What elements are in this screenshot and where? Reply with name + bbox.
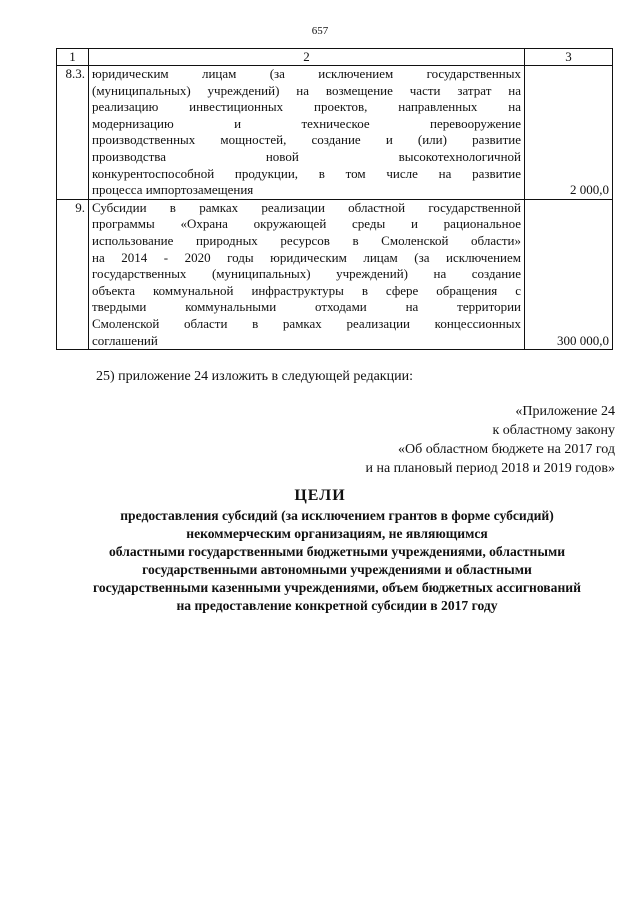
document-title: ЦЕЛИ (294, 487, 346, 504)
row-description-line: государственных (муниципальных) учреждений) на создание (92, 266, 521, 282)
row-description-line: использование природных ресурсов в Смоленской области» (92, 232, 521, 248)
appendix-line: «Об областном бюджете на 2017 год (398, 442, 615, 457)
table-row (57, 199, 613, 349)
appendix-line: и на плановый период 2018 и 2019 годов» (365, 461, 615, 476)
row-description-line: юридическим лицам (за исключением государственных (92, 66, 521, 81)
subtitle-line: государственными автономными учреждениями и областными (142, 562, 532, 577)
amendment-instruction: 25) приложение 24 изложить в следующей редакции: (96, 369, 413, 384)
appendix-header (365, 402, 615, 478)
row-description-line: (муниципальных) учреждений) на возмещение части затрат на (92, 82, 521, 98)
table-row (57, 66, 613, 200)
row-description-line: реализацию инвестиционных проектов, направленных на (92, 99, 521, 115)
row-description-line: модернизацию и техническое перевооружение (92, 115, 521, 131)
document-subtitle (56, 507, 618, 615)
subtitle-line: на предоставление конкретной субсидии в 2017 году (176, 598, 498, 613)
row-amount: 2 000,0 (525, 66, 613, 200)
subtitle-line: некоммерческим организациям, не являющимся (186, 526, 488, 541)
subtitle-line: предоставления субсидий (за исключением грантов в форме субсидий) (120, 508, 554, 523)
row-description-line: соглашений (92, 332, 158, 348)
row-number: 8.3. (57, 66, 89, 200)
row-description-line: Смоленской области в рамках реализации концессионных (92, 315, 521, 331)
row-description (89, 66, 525, 200)
row-amount: 300 000,0 (525, 199, 613, 349)
row-description-line: конкурентоспособной продукции, в том числе на развитие (92, 165, 521, 181)
subtitle-line: государственными казенными учреждениями, объем бюджетных ассигнований (93, 580, 581, 595)
header-col-1: 1 (57, 49, 89, 66)
row-description-line: Субсидии в рамках реализации областной государственной (92, 199, 521, 215)
row-number: 9. (57, 199, 89, 349)
header-col-3: 3 (525, 49, 613, 66)
page-number: 657 (311, 25, 329, 37)
appendix-line: «Приложение 24 (515, 404, 615, 419)
row-description-line: производственных мощностей, создание и (или) развитие (92, 132, 521, 148)
row-description-line: производства новой высокотехнологичной (92, 148, 521, 164)
row-description-line: объекта коммунальной инфраструктуры в сфере обращения с (92, 282, 521, 298)
appendix-line: к областному закону (492, 423, 615, 438)
subtitle-line: областными государственными бюджетными учреждениями, областными (108, 544, 566, 559)
subsidy-table (56, 48, 613, 350)
row-description-line: программы «Охрана окружающей среды и рациональное (92, 216, 521, 232)
table-header-row (57, 49, 613, 66)
row-description-line: на 2014 - 2020 годы юридическим лицам (за исключением (92, 249, 521, 265)
row-description (89, 199, 525, 349)
row-description-line: процесса импортозамещения (92, 182, 254, 198)
row-description-line: твердыми коммунальными отходами на территории (92, 299, 521, 315)
header-col-2: 2 (89, 49, 525, 66)
